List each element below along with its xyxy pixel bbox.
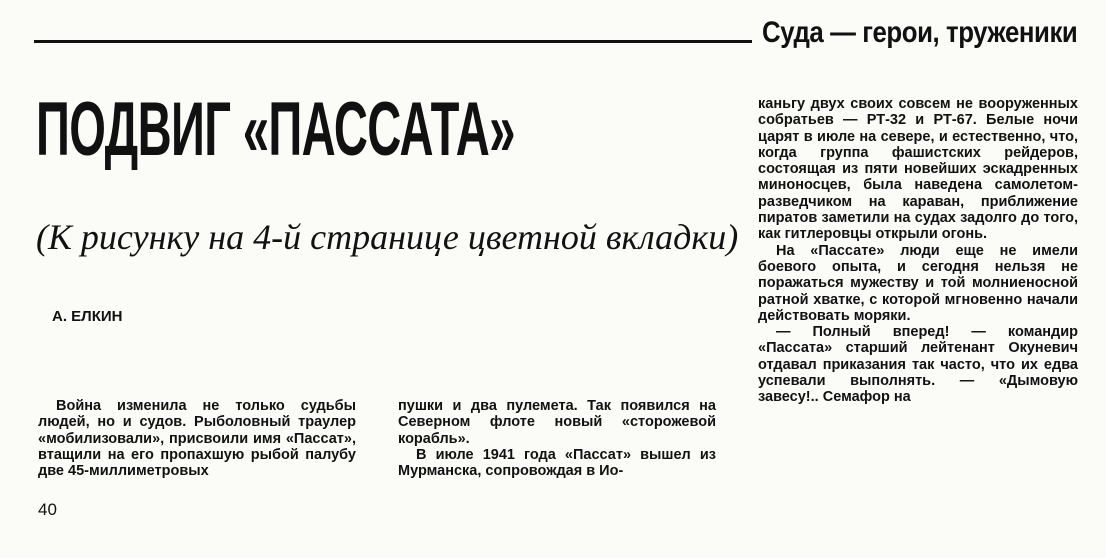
paragraph: каньгу двух своих совсем не вооруженных собратьев — РТ-32 и РТ-67. Белые ночи царят в июле на севере, и естественно, что, когда группа фашистских рейдеров, состоящая из пяти новейших эскадренных миноносцев, была наведена самолетом-разведчиком на караван, приближение пиратов заметили на судах задолго до того, как гитлеровцы открыли огонь. <box>758 96 1078 243</box>
text-column-1 <box>38 398 356 479</box>
paragraph: пушки и два пулемета. Так появился на Северном флоте новый «сторожевой корабль». <box>398 398 716 447</box>
paragraph: — Полный вперед! — командир «Пассата» старший лейтенант Окуневич отдавал приказания так часто, что их едва успевали выполнять. — «Дымовую завесу!.. Семафор на <box>758 324 1078 406</box>
paragraph: Война изменила не только судьбы людей, но и судов. Рыболовный траулер «мобилизовали», присвоили имя «Пассат», втащили на его пропахшую рыбой палубу две 45-миллиметровых <box>38 398 356 480</box>
page-number: 40 <box>38 500 57 519</box>
text-column-2 <box>398 398 716 479</box>
article-subtitle: (К рисунку на 4-й странице цветной вкладки) <box>36 217 739 257</box>
header-rule <box>34 40 752 43</box>
paragraph: В июле 1941 года «Пассат» вышел из Мурманска, сопровождая в Ио- <box>398 446 716 480</box>
section-title: Суда — герои, труженики <box>762 16 1078 49</box>
paragraph: На «Пассате» люди еще не имели боевого опыта, и сегодня нельзя не поражаться мужеству и той молниеносной ратной хватке, с которой мгновенно начали действовать моряки. <box>758 242 1078 324</box>
article-headline: ПОДВИГ «ПАССАТА» <box>36 87 515 172</box>
text-column-3 <box>758 96 1078 406</box>
article-author: А. ЕЛКИН <box>52 308 123 325</box>
